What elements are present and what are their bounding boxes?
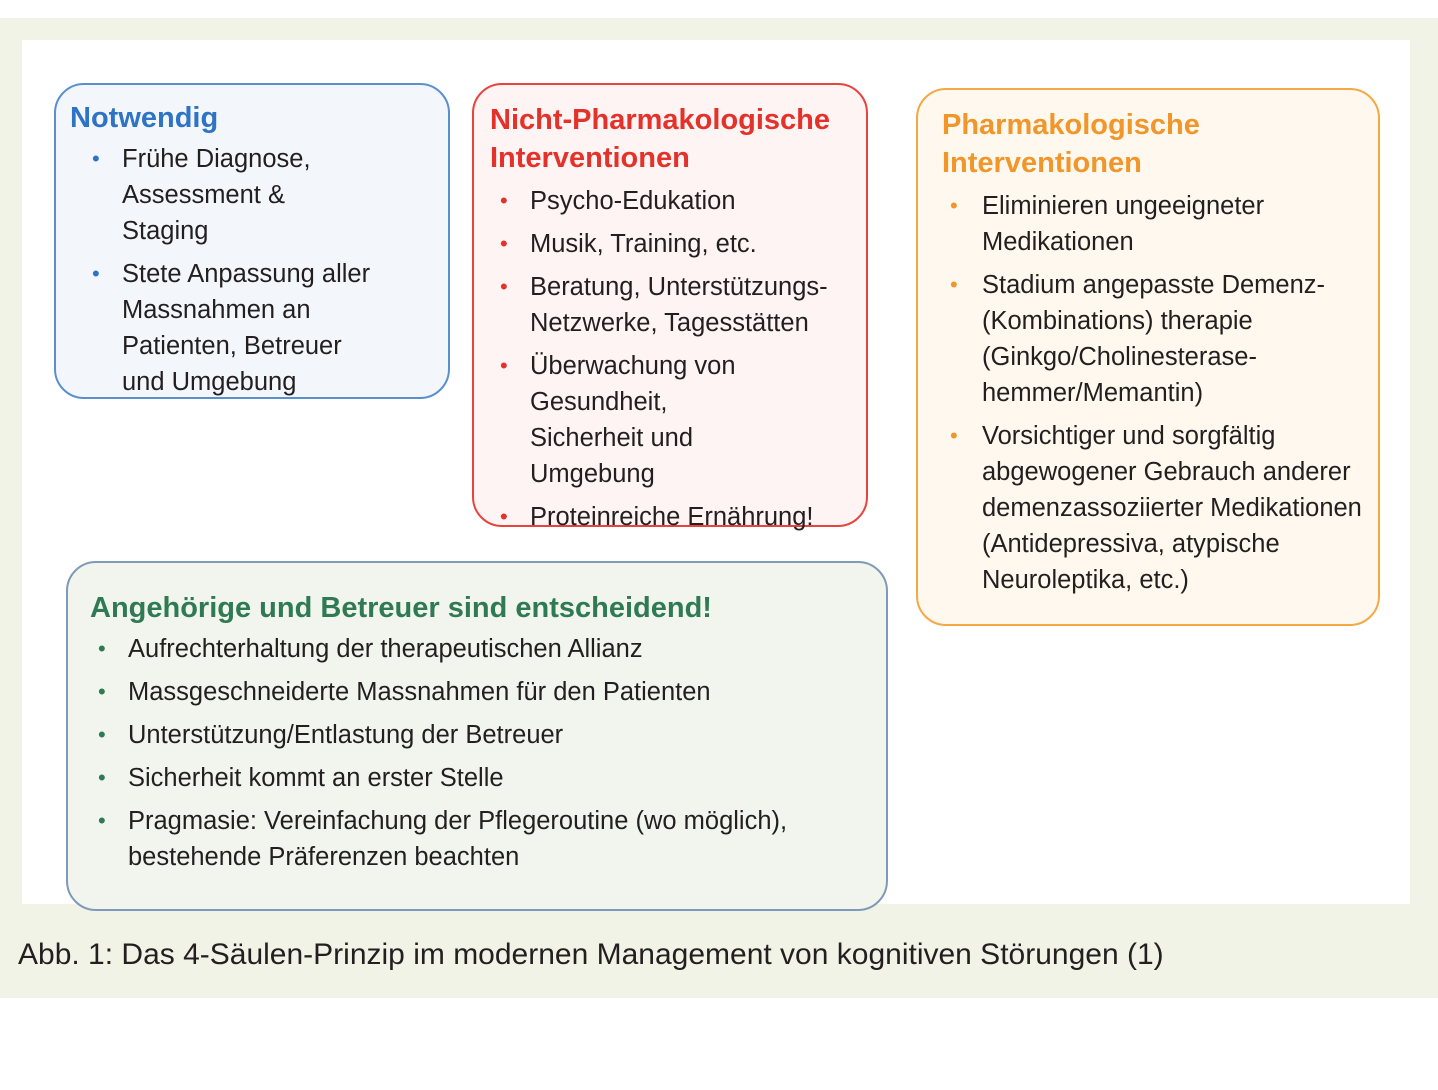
list-item bbox=[90, 803, 848, 875]
box-angehoerige bbox=[66, 561, 888, 911]
list-item-text: Aufrechterhaltung der therapeutischen Allianz bbox=[128, 635, 643, 663]
list-item-text: Eliminieren ungeeigneter Medikationen bbox=[982, 192, 1265, 256]
list-item-text: Massgeschneiderte Massnahmen für den Patienten bbox=[128, 678, 711, 706]
bullet-icon: • bbox=[92, 261, 100, 286]
list-item bbox=[90, 674, 876, 710]
bullet-icon: • bbox=[950, 272, 958, 297]
list-item-text: Beratung, Unterstützungs-Netzwerke, Tagesstätten bbox=[530, 273, 828, 337]
bullet-icon: • bbox=[950, 193, 958, 218]
bullet-list bbox=[942, 188, 1370, 598]
list-item bbox=[490, 226, 856, 262]
bullet-list bbox=[70, 141, 428, 400]
diagram-panel bbox=[22, 40, 1410, 904]
figure-frame bbox=[0, 18, 1438, 998]
list-item bbox=[70, 256, 382, 400]
bullet-list bbox=[490, 183, 856, 535]
list-item-text: Stete Anpassung aller Massnahmen an Patienten, Betreuer und Umgebung bbox=[122, 260, 371, 396]
bullet-icon: • bbox=[500, 231, 508, 256]
list-item-text: Frühe Diagnose, Assessment & Staging bbox=[122, 145, 311, 245]
box-pharmakologisch bbox=[916, 88, 1380, 626]
box-title: Nicht-Pharmakologische Interventionen bbox=[490, 104, 831, 174]
bullet-icon: • bbox=[98, 636, 106, 661]
list-item-text: Psycho-Edukation bbox=[530, 187, 736, 215]
bullet-icon: • bbox=[500, 188, 508, 213]
bullet-icon: • bbox=[92, 146, 100, 171]
list-item-text: Vorsichtiger und sorgfältig abgewogener Gebrauch anderer demenzassoziierter Medikationen (Antidepressiva, atypische Neuroleptika, etc.) bbox=[982, 422, 1362, 594]
bullet-icon: • bbox=[500, 504, 508, 529]
list-item bbox=[90, 760, 876, 796]
list-item bbox=[490, 269, 856, 341]
list-item bbox=[490, 183, 856, 219]
box-nicht-pharmakologisch bbox=[472, 83, 868, 531]
list-item-text: Pragmasie: Vereinfachung der Pflegeroutine (wo möglich), bestehende Präferenzen beachten bbox=[128, 807, 788, 871]
bullet-icon: • bbox=[98, 722, 106, 747]
bullet-icon: • bbox=[98, 679, 106, 704]
bullet-icon: • bbox=[950, 423, 958, 448]
list-item bbox=[90, 717, 876, 753]
list-item bbox=[490, 499, 856, 535]
bullet-icon: • bbox=[98, 765, 106, 790]
box-notwendig bbox=[54, 83, 450, 399]
box-title: Pharmakologische Interventionen bbox=[942, 109, 1200, 179]
list-item-text: Proteinreiche Ernährung! bbox=[530, 503, 814, 531]
figure-caption: Abb. 1: Das 4-Säulen-Prinzip im modernen Management von kognitiven Störungen (1) bbox=[18, 938, 1164, 971]
list-item bbox=[942, 267, 1342, 411]
list-item-text: Sicherheit kommt an erster Stelle bbox=[128, 764, 504, 792]
list-item-text: Unterstützung/Entlastung der Betreuer bbox=[128, 721, 564, 749]
list-item bbox=[490, 348, 780, 492]
list-item bbox=[942, 418, 1370, 598]
list-item-text: Stadium angepasste Demenz-(Kombinations) therapie (Ginkgo/Cholinesterase-hemmer/Memantin) bbox=[982, 271, 1326, 407]
list-item bbox=[942, 188, 1312, 260]
list-item bbox=[90, 631, 876, 667]
list-item-text: Musik, Training, etc. bbox=[530, 230, 757, 258]
list-item bbox=[70, 141, 372, 249]
bullet-icon: • bbox=[98, 808, 106, 833]
box-title: Angehörige und Betreuer sind entscheidend! bbox=[90, 592, 712, 624]
bullet-icon: • bbox=[500, 274, 508, 299]
list-item-text: Überwachung von Gesundheit, Sicherheit und Umgebung bbox=[530, 352, 736, 488]
box-title: Notwendig bbox=[70, 102, 219, 134]
bullet-icon: • bbox=[500, 353, 508, 378]
bullet-list bbox=[90, 631, 876, 875]
